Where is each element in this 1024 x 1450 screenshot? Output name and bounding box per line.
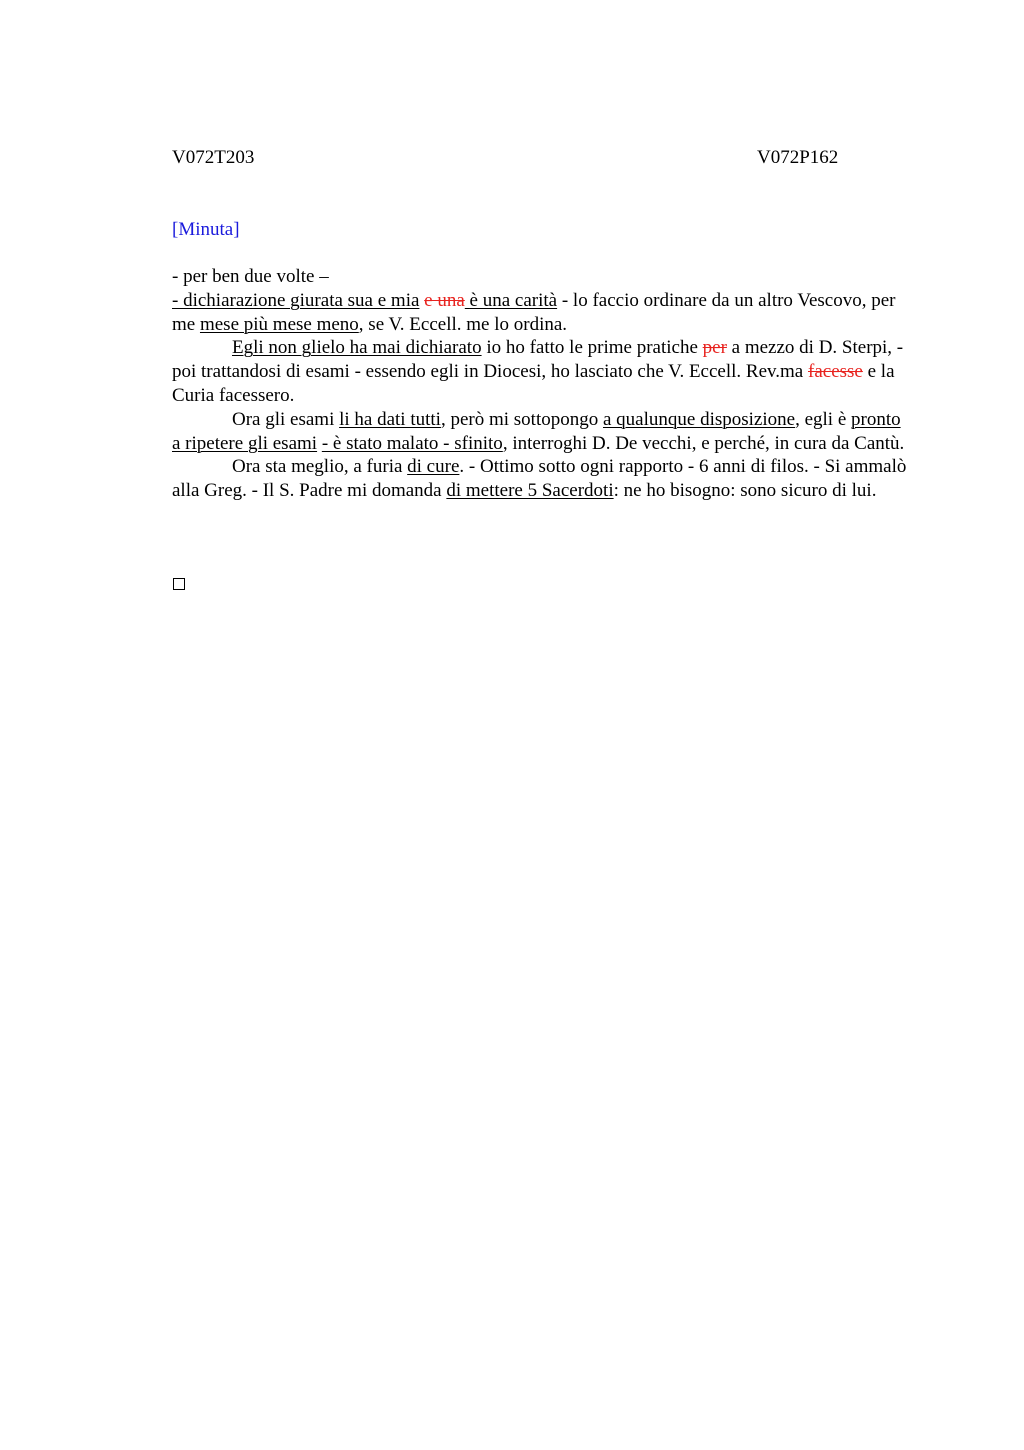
plain-text: , però mi sottopongo [440,408,603,430]
underlined-text: Egli non glielo ha mai dichiarato [232,337,482,359]
underlined-text: a qualunque disposizione [603,408,796,430]
end-marker-box [173,578,185,590]
underlined-text: - è stato malato - sfinito [321,432,503,454]
plain-text: , interroghi D. De vecchi, e perché, in cura da Cantù. [502,432,905,454]
plain-text: io ho fatto le prime pratiche [481,337,703,359]
plain-text: e la Curia facessero. [172,361,895,406]
deleted-text: facesse [808,361,863,383]
underlined-text: di mettere 5 Sacerdoti [446,480,614,502]
plain-text: Ora gli esami [232,408,340,430]
underlined-text: è una carità [469,289,558,311]
deleted-text: per [702,337,727,359]
underlined-text: li ha dati tutti [339,408,441,430]
paragraph-ora-gli-esami [172,408,907,456]
plain-text: - lo faccio ordinare da un altro Vescovo, per me [172,289,896,335]
underlined-text: pronto a ripetere gli esami [172,408,901,454]
document-code-left: V072T203 [172,147,255,168]
deleted-text: e una [424,289,465,311]
paragraph-dichiarazione [172,289,907,337]
plain-text: . - Ottimo sotto ogni rapporto - 6 anni di filos. - Si ammalò alla Greg. - Il S. Padre mi domanda [172,456,907,502]
line-per-ben-due-volte: - per ben due volte – [172,266,329,287]
document-code-right: V072P162 [757,147,839,168]
plain-text: : ne ho bisogno: sono sicuro di lui. [613,480,877,502]
letter-body [172,265,907,503]
paragraph-egli-non-glielo [172,336,907,407]
underlined-text: - dichiarazione giurata sua e mia [172,289,420,311]
plain-text: , egli è [795,408,852,430]
underlined-text: di cure [407,456,460,478]
plain-text: Ora sta meglio, a furia [232,456,408,478]
underlined-text: mese più mese meno [199,313,359,335]
paragraph-ora-sta-meglio [172,455,907,503]
plain-text: a mezzo di D. Sterpi, - poi trattandosi di esami - essendo egli in Diocesi, ho lasciato che V. Eccell. Rev.ma [172,337,904,383]
plain-text: , se V. Eccell. me lo ordina. [358,313,568,335]
minuta-label: [Minuta] [172,219,240,240]
